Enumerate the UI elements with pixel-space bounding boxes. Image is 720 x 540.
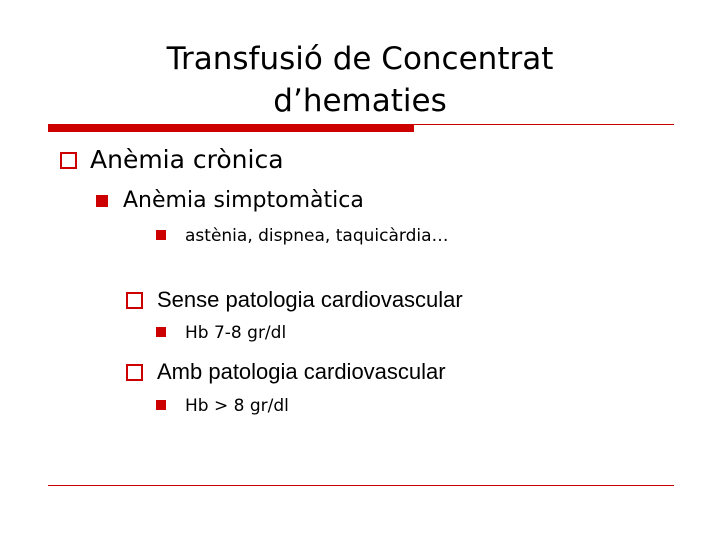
bullet-case2-detail-text: Hb > 8 gr/dl xyxy=(185,396,289,416)
filled-square-icon xyxy=(156,400,166,410)
bullet-case2-detail xyxy=(185,394,289,418)
bullet-case2-text: Amb patologia cardiovascular xyxy=(157,359,446,384)
bullet-case1-detail-text: Hb 7-8 gr/dl xyxy=(185,323,287,343)
bullet-level2 xyxy=(123,186,364,216)
bullet-symptoms xyxy=(185,224,449,248)
bullet-case1-text: Sense patologia cardiovascular xyxy=(157,287,463,312)
bullet-case2 xyxy=(157,357,446,387)
bullet-case1 xyxy=(157,285,463,315)
title-underline-thin xyxy=(414,124,674,125)
bullet-level1-text: Anèmia crònica xyxy=(90,145,284,174)
title-underline-thick xyxy=(48,124,414,132)
slide-title-line1: Transfusió de Concentrat xyxy=(166,41,554,77)
slide-title xyxy=(0,38,720,122)
bullet-level1 xyxy=(90,144,284,176)
hollow-square-icon xyxy=(126,292,143,309)
bullet-level2-text: Anèmia simptomàtica xyxy=(123,188,364,213)
hollow-square-icon xyxy=(60,152,77,169)
filled-square-icon xyxy=(156,327,166,337)
slide-title-line2: d’hematies xyxy=(273,83,447,119)
hollow-square-icon xyxy=(126,364,143,381)
filled-square-icon xyxy=(156,230,166,240)
footer-divider xyxy=(48,485,674,486)
bullet-case1-detail xyxy=(185,321,286,345)
bullet-symptoms-text: astènia, dispnea, taquicàrdia… xyxy=(185,226,449,246)
filled-square-icon xyxy=(96,195,108,207)
